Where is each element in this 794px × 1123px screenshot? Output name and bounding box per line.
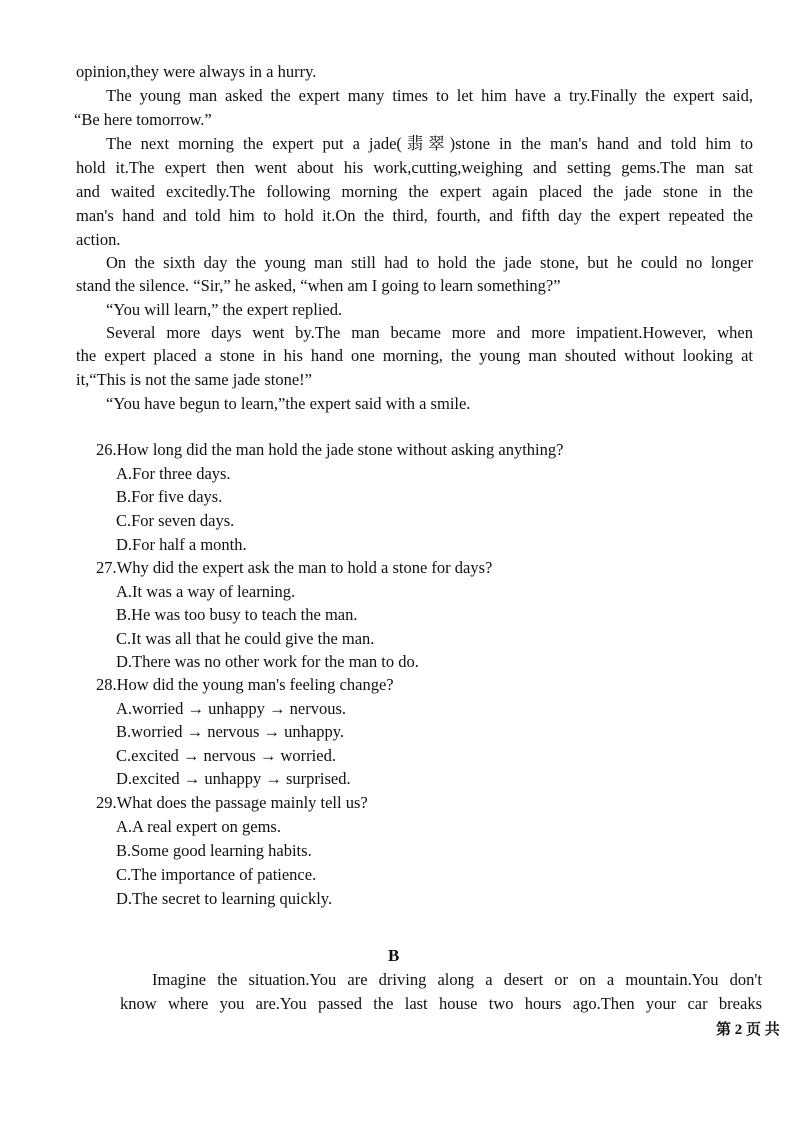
passage-line: hold it.The expert then went about his work,cutting,weighing and setting gems.The man sat bbox=[76, 158, 753, 177]
answer-option: B.For five days. bbox=[116, 487, 223, 506]
answer-option: C.It was all that he could give the man. bbox=[116, 629, 375, 648]
question-stem: 27.Why did the expert ask the man to hold a stone for days? bbox=[96, 558, 493, 577]
section-heading: B bbox=[388, 946, 400, 965]
passage-line: “You will learn,” the expert replied. bbox=[106, 300, 343, 319]
passage-line: The young man asked the expert many times to let him have a try.Finally the expert said, bbox=[106, 86, 753, 105]
answer-option: C.The importance of patience. bbox=[116, 865, 317, 884]
passage-line: it,“This is not the same jade stone!” bbox=[76, 370, 312, 389]
answer-option: A.It was a way of learning. bbox=[116, 582, 296, 601]
answer-option: C.excited → nervous → worried. bbox=[116, 746, 336, 765]
passage-line: “You have begun to learn,”the expert said with a smile. bbox=[106, 394, 471, 413]
question-stem: 29.What does the passage mainly tell us? bbox=[96, 793, 368, 812]
answer-option: A.A real expert on gems. bbox=[116, 817, 281, 836]
passage-line: opinion,they were always in a hurry. bbox=[76, 62, 317, 81]
passage-line: action. bbox=[76, 230, 121, 249]
passage-line: stand the silence. “Sir,” he asked, “when am I going to learn something?” bbox=[76, 276, 561, 295]
answer-option: D.For half a month. bbox=[116, 535, 247, 554]
passage-line: On the sixth day the young man still had to hold the jade stone, but he could no longer bbox=[106, 253, 753, 272]
passage-line: Imagine the situation.You are driving along a desert or on a mountain.You don't bbox=[152, 970, 762, 989]
answer-option: D.excited → unhappy → surprised. bbox=[116, 769, 351, 788]
answer-option: A.worried → unhappy → nervous. bbox=[116, 699, 347, 718]
answer-option: C.For seven days. bbox=[116, 511, 235, 530]
passage-line: The next morning the expert put a jade(翡翠)stone in the man's hand and told him to bbox=[106, 134, 753, 153]
passage-line: the expert placed a stone in his hand one morning, the young man shouted without looking at bbox=[76, 346, 753, 365]
page-number-label: 第 2 页 共 bbox=[716, 1022, 780, 1038]
question-stem: 28.How did the young man's feeling change? bbox=[96, 675, 394, 694]
answer-option: D.There was no other work for the man to do. bbox=[116, 652, 419, 671]
passage-line: “Be here tomorrow.” bbox=[74, 110, 212, 129]
answer-option: A.For three days. bbox=[116, 464, 231, 483]
passage-line: man's hand and told him to hold it.On the third, fourth, and fifth day the expert repeated the bbox=[76, 206, 753, 225]
question-stem: 26.How long did the man hold the jade stone without asking anything? bbox=[96, 440, 564, 459]
answer-option: B.worried → nervous → unhappy. bbox=[116, 722, 345, 741]
passage-line: Several more days went by.The man became more and more impatient.However, when bbox=[106, 323, 753, 342]
answer-option: B.He was too busy to teach the man. bbox=[116, 605, 358, 624]
passage-line: and waited excitedly.The following morning the expert again placed the jade stone in the bbox=[76, 182, 753, 201]
passage-line: know where you are.You passed the last house two hours ago.Then your car breaks bbox=[120, 994, 762, 1013]
answer-option: D.The secret to learning quickly. bbox=[116, 889, 333, 908]
answer-option: B.Some good learning habits. bbox=[116, 841, 312, 860]
